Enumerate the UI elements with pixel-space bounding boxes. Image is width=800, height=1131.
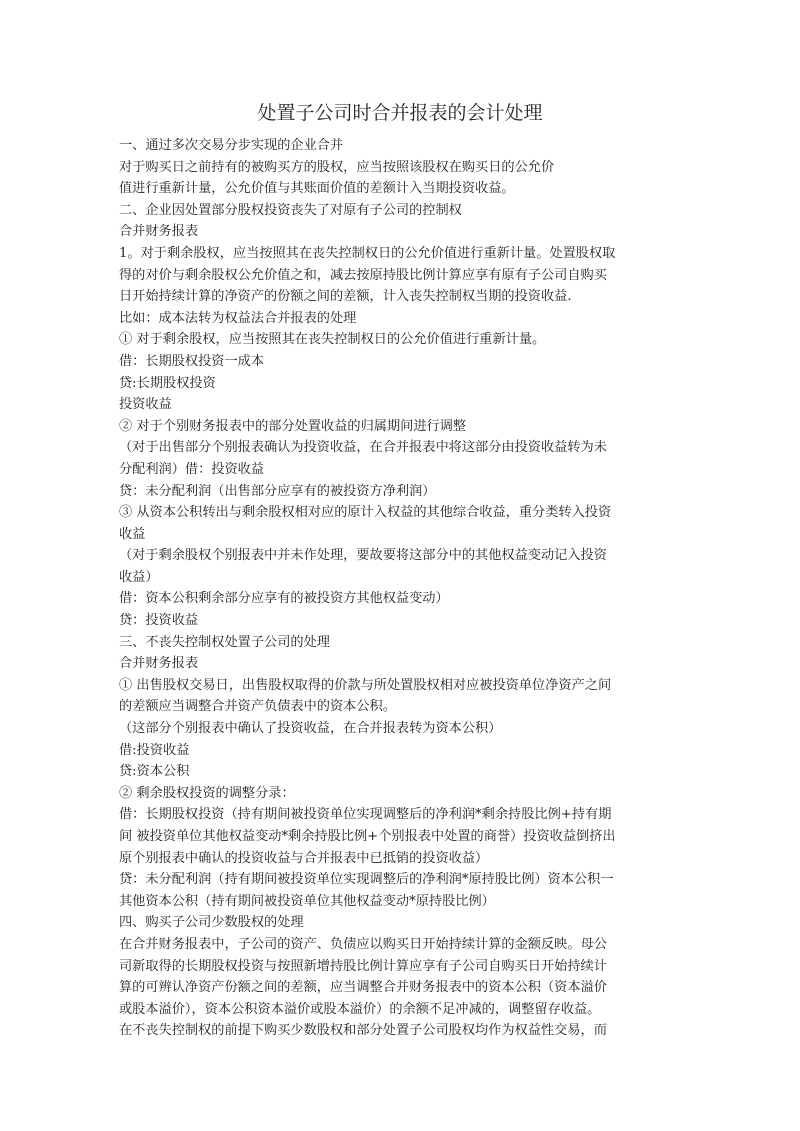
text-line: 一、通过多次交易分步实现的企业合并 (119, 138, 344, 153)
text-line: 在合并财务报表中，子公司的资产、负债应以购买日开始持续计算的金额反映。母公 (119, 936, 607, 952)
text-line: 1。对于剩余股权，应当按照其在丧失控制权日的公允价值进行重新计量。处置股权取 (119, 245, 616, 261)
text-line: （对于剩余股权个别报表中并未作处理，要故要将这部分中的其他权益变动记入投资 (119, 548, 607, 564)
text-line: 合并财务报表 (119, 656, 199, 672)
text-line: ③ 从资本公积转出与剩余股权相对应的原计入权益的其他综合收益，重分类转入投资 (119, 505, 612, 521)
text-line: 分配利润）借：投资收益 (119, 461, 265, 477)
text-line: 间 被投资单位其他权益变动*剩余持股比例+个别报表中处置的商誉）投资收益倒挤出 (119, 829, 616, 844)
text-line: 投资收益 (119, 397, 172, 413)
text-line: （对于出售部分个别报表确认为投资收益，在合并报表中将这部分由投资收益转为未 (119, 440, 607, 456)
text-line: 贷：未分配利润（持有期间被投资单位实现调整后的净利润*原持股比例）资本公积一 (119, 872, 614, 888)
text-line: 司新取得的长期股权投资与按照新增持股比例计算应享有子公司自购买日开始持续计 (119, 958, 607, 974)
document-title: 处置子公司时合并报表的会计处理 (257, 102, 543, 124)
text-line: （这部分个别报表中确认了投资收益，在合并报表转为资本公积） (119, 721, 502, 737)
text-line: ② 对于个别财务报表中的部分处置收益的归属期间进行调整 (119, 418, 467, 434)
text-line: ② 剩余股权投资的调整分录： (119, 785, 295, 801)
text-line: 贷:长期股权投资 (119, 375, 216, 391)
text-line: ① 出售股权交易日，出售股权取得的价款与所处置股权相对应被投资单位净资产之间 (119, 677, 612, 693)
text-line: 在不丧失控制权的前提下购买少数股权和部分处置子公司股权均作为权益性交易，而 (119, 1023, 607, 1039)
text-line: 贷:资本公积 (119, 764, 190, 780)
text-line: 收益 (119, 526, 146, 542)
text-line: 借：资本公积剩余部分应享有的被投资方其他权益变动） (119, 591, 449, 607)
text-line: 借：长期股权投资一成本 (119, 353, 265, 369)
text-line: 二、企业因处置部分股权投资丧失了对原有子公司的控制权 (119, 202, 462, 218)
text-line: 借：长期股权投资（持有期间被投资单位实现调整后的净利润*剩余持股比例+持有期 (119, 807, 612, 823)
text-line: 其他资本公积（持有期间被投资单位其他权益变动*原持股比例） (119, 893, 495, 909)
text-line: 收益） (119, 569, 159, 585)
text-line: 值进行重新计量，公允价值与其账面价值的差额计入当期投资收益。 (119, 181, 515, 197)
text-line: 的差额应当调整合并资产负债表中的资本公积。 (119, 699, 396, 715)
text-line: 对于购买日之前持有的被购买方的股权，应当按照该股权在购买日的公允价 (119, 159, 555, 175)
document-body (119, 135, 629, 1042)
text-line: ① 对于剩余股权，应当按照其在丧失控制权日的公允价值进行重新计量。 (119, 332, 546, 348)
text-line: 日开始持续计算的净资产的份额之间的差额，计入丧失控制权当期的投资收益. (119, 289, 572, 305)
text-line: 三、不丧失控制权处置子公司的处理 (119, 634, 330, 650)
text-line: 比如：成本法转为权益法合并报表的处理 (119, 310, 357, 326)
text-line: 借:投资收益 (119, 742, 190, 758)
text-line: 四、购买子公司少数股权的处理 (119, 915, 304, 931)
text-line: 原个别报表中确认的投资收益与合并报表中已抵销的投资收益） (119, 850, 489, 866)
text-line: 得的对价与剩余股权公允价值之和，减去按原持股比例计算应享有原有子公司自购买 (119, 267, 607, 283)
text-line: 合并财务报表 (119, 224, 199, 240)
text-line: 贷：投资收益 (119, 613, 199, 629)
text-line: 贷：未分配利润（出售部分应享有的被投资方净利润） (119, 483, 436, 499)
text-line: 或股本溢价），资本公积资本溢价或股本溢价）的余额不足冲减的，调整留存收益。 (119, 1001, 601, 1017)
text-line: 算的可辨认净资产份额之间的差额，应当调整合并财务报表中的资本公积（资本溢价 (119, 980, 607, 996)
